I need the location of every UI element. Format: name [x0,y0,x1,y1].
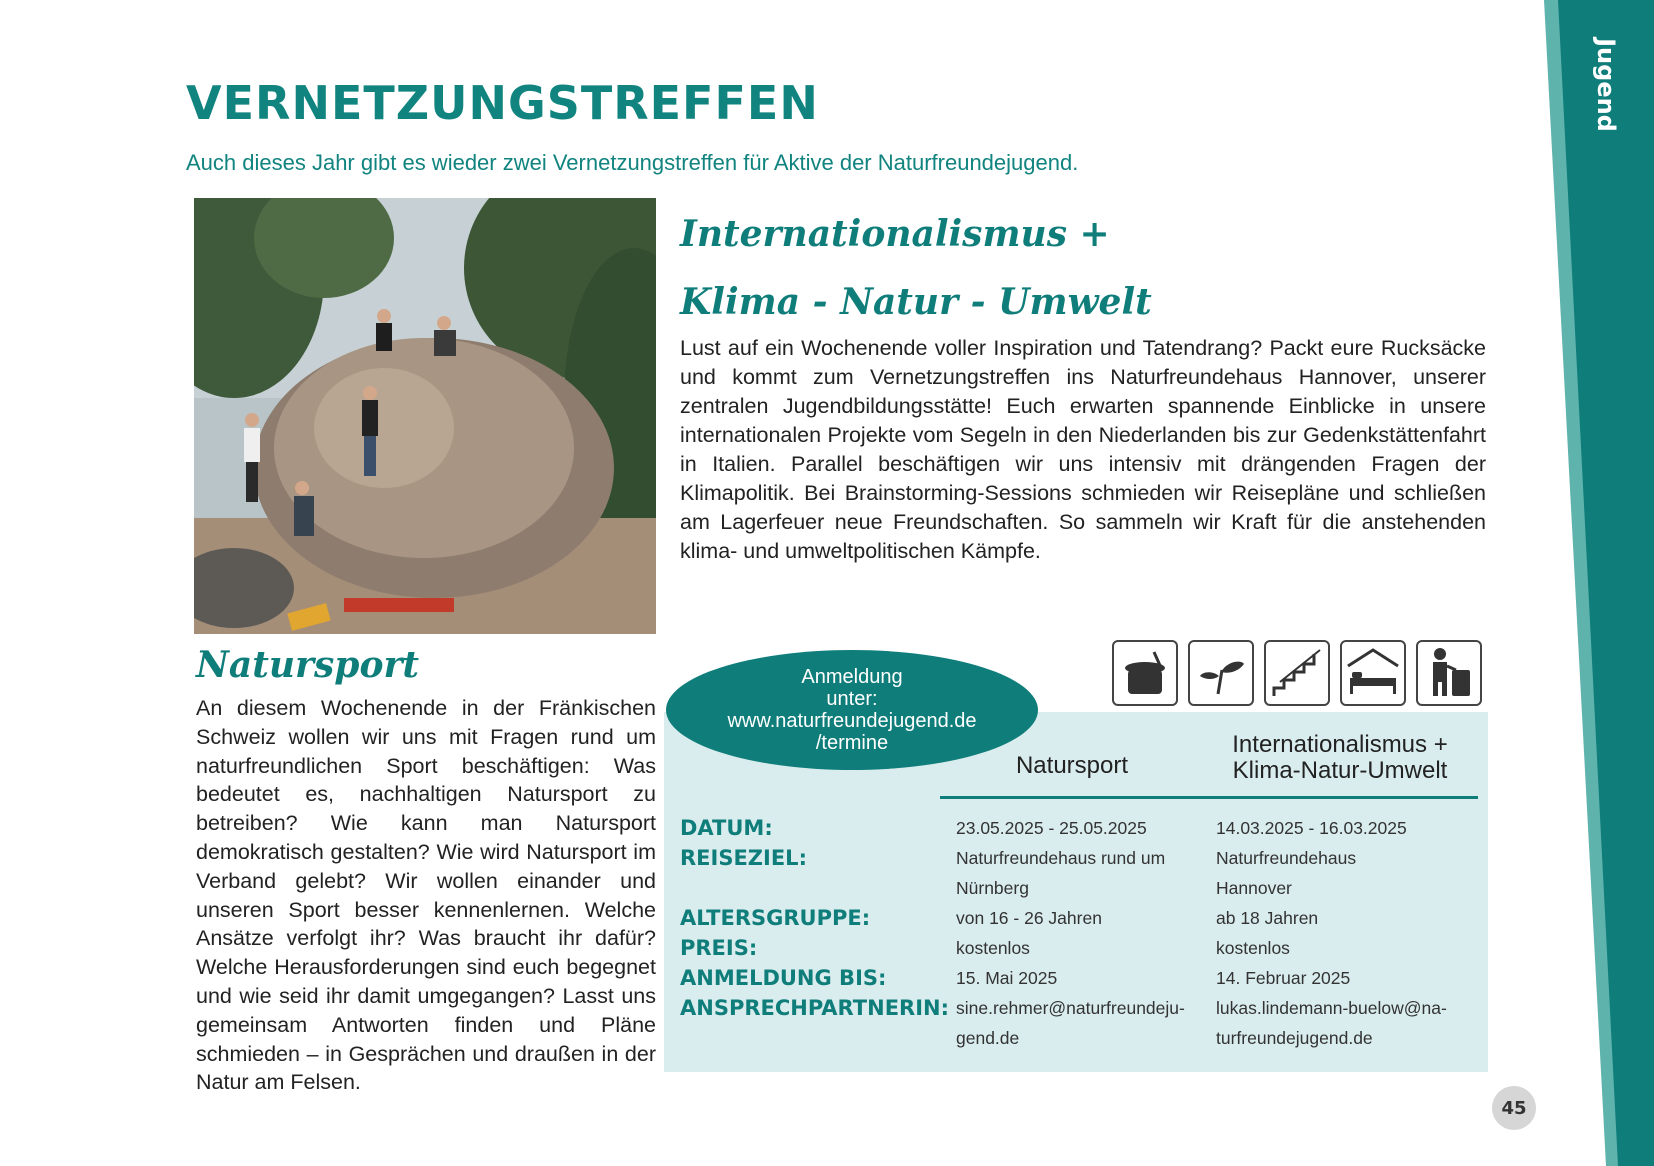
table-header-international [1200,732,1480,784]
stairs-icon [1264,640,1330,706]
registration-url-path[interactable]: /termine [815,732,889,754]
natursport-contact-line2[interactable]: gend.de [956,1028,1020,1048]
international-datum: 14.03.2025 - 16.03.2025 [1216,818,1407,838]
registration-line1: Anmeldung [801,666,903,688]
event-natursport-text: An diesem Wochenende in der Fränkischen Schweiz wollen wir uns mit Fragen rund um naturfreundlichen Sport beschäftigen: Was bedeutet es, nachhaltigen Natursport zu betreiben? Wie kann man Natursport demokratisch gestalten? Wie wird Natursport im Verband gelebt? Wir wollen einander und unseren Sport besser kennenlernen. Welche Ansätze verfolgt ihr? Was braucht ihr dafür? Welche Herausforderungen sind euch begegnet und wie seid ihr damit umgegangen? Lasst uns gemeinsam Antworten finden und Pläne schmieden – in Gesprächen und draußen in der Natur am Felsen. [196,696,656,1095]
event-international-heading-line1: Internationalismus + [680,213,1110,255]
page-subtitle: Auch dieses Jahr gibt es wieder zwei Vernetzungstreffen für Aktive der Naturfreundejugend. [186,150,1079,175]
natursport-altersgruppe: von 16 - 26 Jahren [956,908,1102,928]
registration-url[interactable]: www.naturfreundejugend.de [727,710,977,732]
event-natursport-heading: Natursport [196,644,420,686]
label-altersgruppe: ALTERSGRUPPE: [680,906,871,930]
page-number: 45 [1492,1086,1536,1130]
registration-line2: unter: [826,688,878,710]
natursport-preis: kostenlos [956,938,1030,958]
label-ansprechpartnerin: ANSPRECHPARTNERIN: [680,996,949,1020]
cooking-pot-icon [1112,640,1178,706]
table-header-international-line2: Klima-Natur-Umwelt [1232,757,1448,784]
natursport-datum: 23.05.2025 - 25.05.2025 [956,818,1147,838]
label-datum: DATUM: [680,816,773,840]
international-contact-line1[interactable]: lukas.lindemann-buelow@na- [1216,998,1447,1018]
international-contact-line2[interactable]: turfreundejugend.de [1216,1028,1373,1048]
table-header-natursport: Natursport [1015,752,1129,779]
natursport-contact-line1[interactable]: sine.rehmer@naturfreundeju- [956,998,1185,1018]
bed-house-icon [1340,640,1406,706]
person-luggage-icon [1416,640,1482,706]
international-anmeldung-bis: 14. Februar 2025 [1216,968,1351,988]
side-tab-label: Jugend [1592,38,1620,132]
table-header-international-line1: Internationalismus + [1232,731,1448,758]
international-reiseziel-line1: Naturfreundehaus [1216,848,1357,868]
international-altersgruppe: ab 18 Jahren [1216,908,1319,928]
label-anmeldung-bis: ANMELDUNG BIS: [680,966,887,990]
natursport-reiseziel-line1: Naturfreundehaus rund um [956,848,1166,868]
natursport-reiseziel-line2: Nürnberg [956,878,1029,898]
table-header-divider [940,796,1478,799]
event-international-heading-line2: Klima - Natur - Umwelt [680,281,1152,323]
event-international-text: Lust auf ein Wochenende voller Inspiration und Tatendrang? Packt eure Rucksäcke und kommt zum Vernetzungstreffen ins Naturfreundehaus Hannover, unserer zentralen Jugendbildungsstätte! Euch erwarten spannende Einblicke in unsere internationalen Projekte vom Segeln in den Niederlanden bis zur Gedenkstättenfahrt in Italien. Parallel beschäftigen wir uns intensiv mit drängenden Fragen der Klimapolitik. Bei Brainstorming-Sessions schmieden wir Reisepläne und schließen am Lagerfeuer neue Freundschaften. So sammeln wir Kraft für die anstehenden klima- und umweltpolitischen Kämpfe. [680,336,1486,563]
international-preis: kostenlos [1216,938,1290,958]
international-reiseziel-line2: Hannover [1216,878,1292,898]
natursport-anmeldung-bis: 15. Mai 2025 [956,968,1058,988]
plant-icon [1188,640,1254,706]
side-band [1544,0,1654,1166]
event-international-heading [680,200,1152,336]
bouldering-photo [194,198,656,634]
label-preis: PREIS: [680,936,758,960]
page-title: VERNETZUNGSTREFFEN [186,76,819,130]
label-reiseziel: REISEZIEL: [680,846,807,870]
